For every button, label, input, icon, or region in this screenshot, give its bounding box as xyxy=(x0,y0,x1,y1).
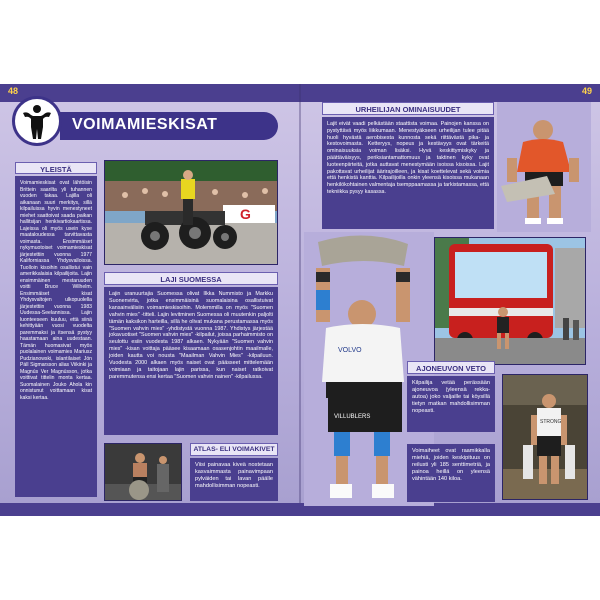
section-heading-laji-suomessa: LAJI SUOMESSA xyxy=(104,272,278,285)
section-body-laji-suomessa: Lajin uranuurtajia Suomessa olivat Ilkka Nummisto ja Markku Suonenvirta, jotka ensimmäisinä suomalaisina osallistuivat kansainvälisiin voimamieskisoihin. Molemmilla on myös "Suomen vahvin mies" -titteli. Lajin levitminen Suomessa oli muutenkin paljolti tämän kaksikon harteilla, sillä he olivat mukana perustamassa myös "Suomen vahvin mies" -yhdistystä vuonna 1987. Yhdistys järjestää jokavuotiset "Suomen vahvin mies" -kilpailut, joissa parhaimmisto on seulottu esiin vuodesta 1987 alkaen. Nykyään "Suomen vahvin mies" -kisan voittaja pääsee kisaamaan osasenjohtin maailmalle, joiden kautta voi nousta "Maailman Vahvin Mies" -kilpailuun. Vuodesta 2000 alkaen myös naiset ovat päässeet mittelemään voimiaan ja taitojaan lajin parissa, kun naiset ratkoivat paremmutensa ensi kertaa "Suomen vahvin nainen" -kilpailussa. xyxy=(104,287,278,435)
strongman-logo xyxy=(12,96,62,146)
section-body-ominaisuudet: Lajit eivät vaadi pelkästään staattista voimaa. Painojen kanssa on pystyttävä myös liikkumaan. Menestyäkseen urheilijan tulee pitää huoli hyvästä aerobisesta kunnosta sekä riittävästä pika- ja kestovoimasta. Ketteryys, nopeus ja kestävyys ovat tärkeitä ominaisuuksia voiman lisäksi. Hyvä keskittymiskyky ja päättäväisyys, periksiantamattomuus ja taktinen kyky ovat luoteenpiirteitä, jotka auttavat menestymään isoissa kisoissa. Lajit pakottavat urheilijat äärirajoilleen, ja kisat koettelevat sekä voimia että henkistä kanttia. Kilpailijoilla onkin yleensä kisoissa mukanaan henkilökohtainen valmentaja tsemppaamassa ja tarkistamassa, että tekniikka pysyy kasassa. xyxy=(322,117,494,229)
page-number-right: 49 xyxy=(582,86,593,96)
section-heading-yleista: YLEISTÄ xyxy=(15,162,97,174)
section-body-ajoneuvo: Kilpailija vetää perässään ajoneuvoa (yleensä rekka-autoa) joko valjaille tai köysillä tietyn matkan mahdollisimman nopeasti. xyxy=(407,376,495,432)
stone-carry-photo xyxy=(497,102,591,232)
section-heading-ominaisuudet: URHEILIJAN OMINAISUUDET xyxy=(322,102,494,115)
atlas-stone-photo xyxy=(104,443,182,501)
truck-pull-photo xyxy=(434,237,586,365)
tractor-pull-photo xyxy=(104,160,278,265)
section-body-farmer: Voimaiheet ovat raamikkalla miehiä, joiden keskipituus on reilusti yli 185 senttimetriä, ja painoa heillä on yleensä vähintään 140 kiloa. xyxy=(407,444,495,502)
section-body-yleista: Voimamieskisat ovat lähtöisin Brittein saarilta yli tuhannen vuoden takaa. Lajilla oli aikanaan suuri merkitys, sillä kilpailuissa hyvin menestyneet miehet saattoivat saada paikan hallitsijan henkivartiokaartissa. Lajeissa oli myös usein kyse maataloudessa tarvittavasta voimasta. Ensimmäiset nykymuotoiset voimamieskisat järjestettiin vuonna 1977 Kaliforniassa Yhdysvalloissa. Tuolloin kisoihin osallistui vain amerikkalaisia kilpailijoita. Lajin ensimmäinen mestaruuden voitti Bruce Wilhelm. Ensimmäiset kisat Yhdysvaltojen ulkopuolella järjestettiin vuonna 1983 Uudessa-Seelannissa. Lajin luonteeseen kuuluu, että siinä kehittyään vuosi vuodelta paremmaksi ja itsensä pystyy haastamaan aina uudestaan. Tämän huomasivat myös puolalainen voimamies Mariusz Pudzianowski, islantilaiset Jón Páll Sigmarsson alias Viikinki ja Magnús Ver Magnússon, jotka voittivat tittelin monta kertaa. Suomalainen Jouko Ahola kin onnistunut voittamaan kisat kaksi kertaa. xyxy=(15,176,97,497)
section-heading-ajoneuvo: AJONEUVON VETO xyxy=(407,361,495,374)
shorts-label: VILLUBLERS xyxy=(334,414,371,420)
page-number-left: 48 xyxy=(8,86,19,96)
banner-letter: G xyxy=(240,206,251,222)
bottom-bar xyxy=(0,503,600,516)
section-heading-atlas: ATLAS- ELI VOIMAKIVET xyxy=(190,443,278,456)
section-body-atlas: Viisi painavaa kiveä nostetaan kasvaimmasta painavimpaan pylväiden tai lavan päälle mahdollisimman nopeasti. xyxy=(190,458,278,501)
strongman-silhouette-icon xyxy=(15,99,59,143)
page-gutter xyxy=(299,84,301,516)
farmers-walk-photo xyxy=(502,374,588,500)
page-title: VOIMAMIESKISAT xyxy=(72,116,218,133)
shirt-strong-label: STRONG xyxy=(540,419,562,425)
shirt-label: VOLVO xyxy=(338,347,362,354)
